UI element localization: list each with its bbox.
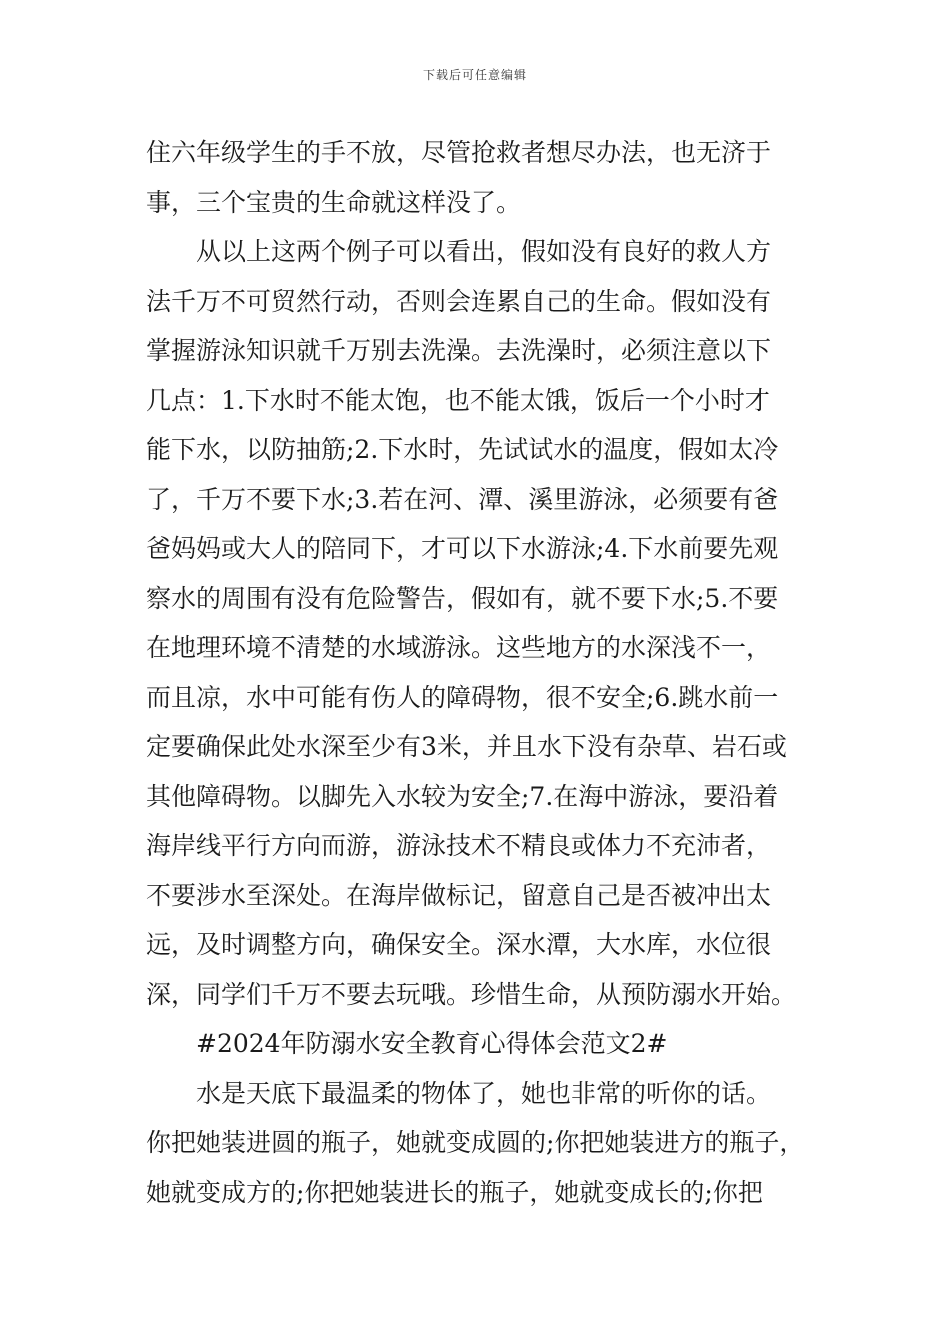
text-line-15: 海岸线平行方向而游，游泳技术不精良或体力不充沛者，	[146, 831, 772, 860]
text-line-20: 水是天底下最温柔的物体了，她也非常的听你的话。	[196, 1078, 772, 1108]
text-line-4: 法千万不可贸然行动，否则会连累自己的生命。假如没有	[146, 286, 772, 316]
text-line-21: 你把她装进圆的瓶子，她就变成圆的;你把她装进方的瓶子，	[146, 1128, 805, 1157]
section-heading: #2024年防溺水安全教育心得体会范文2#	[196, 1029, 668, 1058]
text-line-10: 察水的周围有没有危险警告，假如有，就不要下水;5.不要	[146, 583, 779, 613]
text-line-1: 住六年级学生的手不放，尽管抢救者想尽办法，也无济于	[146, 138, 772, 167]
text-line-16: 不要涉水至深处。在海岸做标记，留意自己是否被冲出太	[146, 880, 772, 910]
header-note: 下载后可任意编辑	[422, 68, 527, 82]
text-line-12: 而且凉，水中可能有伤人的障碍物，很不安全;6.跳水前一	[146, 682, 779, 712]
text-line-2: 事，三个宝贵的生命就这样没了。	[146, 187, 522, 217]
text-line-3: 从以上这两个例子可以看出，假如没有良好的救人方	[196, 237, 772, 266]
document-body	[146, 128, 836, 1217]
text-line-7: 能下水，以防抽筋;2.下水时，先试试水的温度，假如太冷	[146, 435, 779, 464]
text-line-6: 几点：1.下水时不能太饱，也不能太饿，饭后一个小时才	[146, 385, 770, 415]
text-line-5: 掌握游泳知识就千万别去洗澡。去洗澡时，必须注意以下	[146, 336, 772, 365]
text-line-8: 了，千万不要下水;3.若在河、潭、溪里游泳，必须要有爸	[146, 484, 779, 514]
text-line-14: 其他障碍物。以脚先入水较为安全;7.在海中游泳，要沿着	[146, 781, 779, 811]
text-line-18: 深，同学们千万不要去玩哦。珍惜生命，从预防溺水开始。	[146, 979, 797, 1009]
text-line-17: 远，及时调整方向，确保安全。深水潭，大水库，水位很	[146, 930, 772, 959]
text-line-11: 在地理环境不清楚的水域游泳。这些地方的水深浅不一，	[146, 633, 772, 662]
text-line-22: 她就变成方的;你把她装进长的瓶子，她就变成长的;你把	[146, 1177, 763, 1207]
text-line-9: 爸妈妈或大人的陪同下，才可以下水游泳;4.下水前要先观	[146, 534, 779, 563]
text-line-13: 定要确保此处水深至少有3米，并且水下没有杂草、岩石或	[146, 732, 787, 761]
